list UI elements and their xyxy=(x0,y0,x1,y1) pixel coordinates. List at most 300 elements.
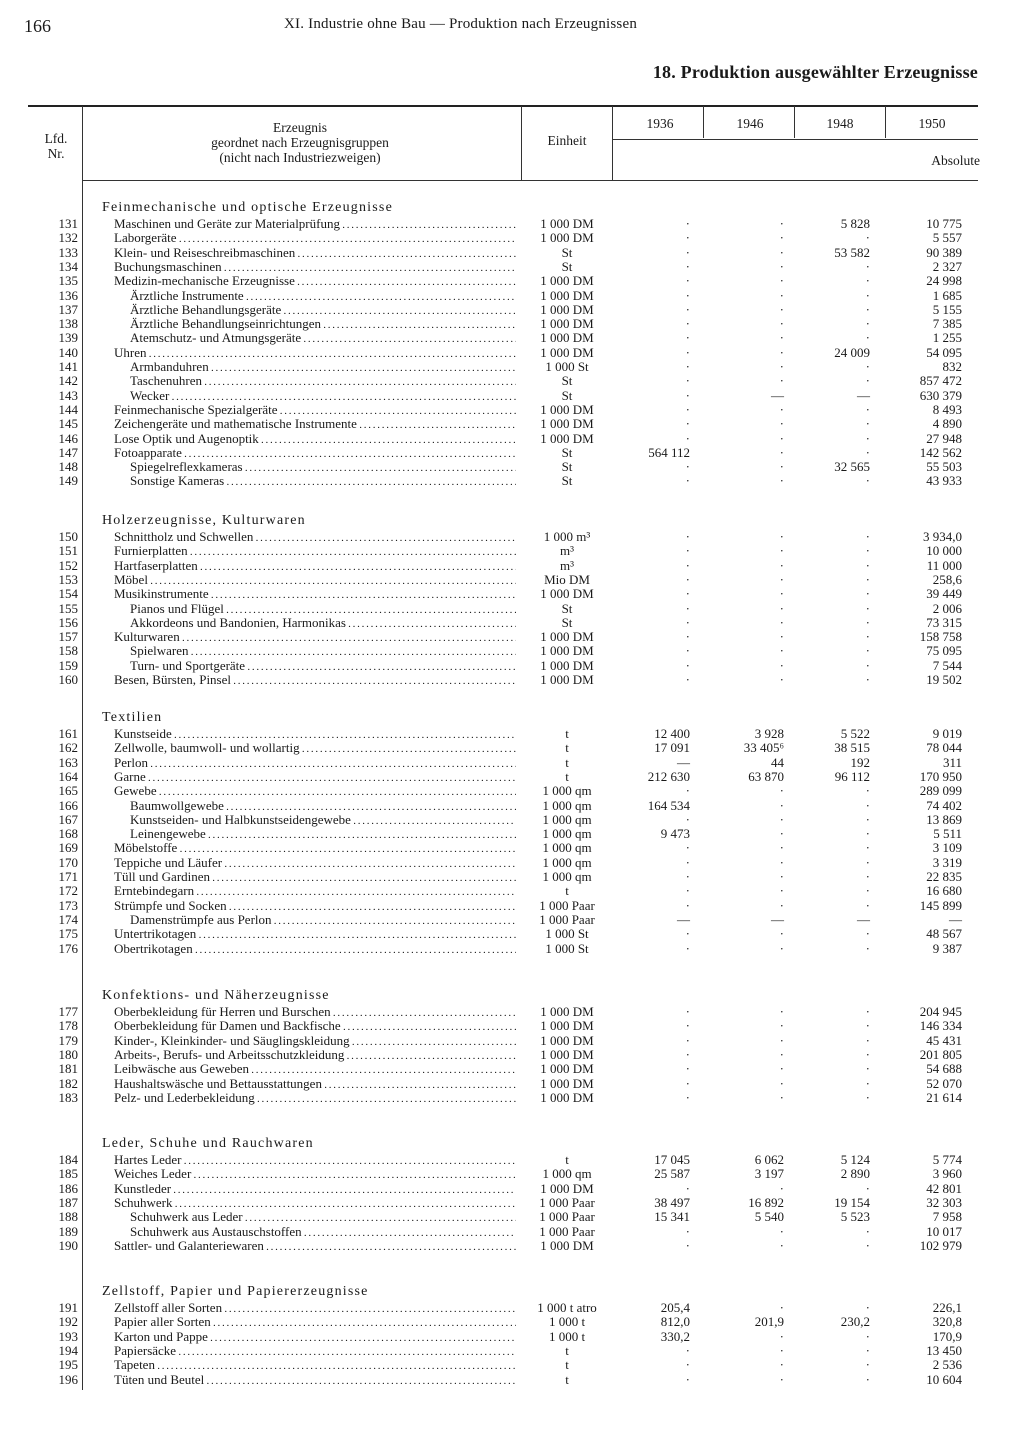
unit: St xyxy=(561,373,573,389)
value-1946: · xyxy=(779,657,784,673)
value-1946: 201,9 xyxy=(754,1314,784,1330)
row-number: 157 xyxy=(58,629,78,645)
row-number: 136 xyxy=(58,287,78,303)
value-1948: · xyxy=(865,1075,870,1091)
value-1950: 7 958 xyxy=(932,1209,962,1225)
unit: 1 000 DM xyxy=(540,301,594,317)
value-1946: · xyxy=(779,287,784,303)
value-1936: · xyxy=(685,1032,690,1048)
value-1946: · xyxy=(779,1018,784,1034)
value-1946: · xyxy=(779,897,784,913)
table-row xyxy=(0,1301,1024,1315)
value-1936: · xyxy=(685,571,690,587)
value-1950: 43 933 xyxy=(926,473,962,489)
unit: 1 000 St xyxy=(545,940,589,956)
value-1946: · xyxy=(779,557,784,573)
value-1950: 158 758 xyxy=(919,629,962,645)
table-row xyxy=(0,741,1024,755)
product-name: Besen, Bürsten, Pinsel . . . xyxy=(114,673,516,688)
unit: 1 000 Paar xyxy=(539,897,595,913)
value-1946: · xyxy=(779,1328,784,1344)
value-1936: · xyxy=(685,359,690,374)
value-1936: · xyxy=(685,614,690,630)
unit: 1 000 DM xyxy=(540,1004,594,1019)
value-1936: · xyxy=(685,1357,690,1373)
value-1948: — xyxy=(857,911,870,927)
value-1946: · xyxy=(779,1357,784,1373)
product-name: Haushaltswäsche und Bettausstattungen . . . xyxy=(114,1077,516,1092)
value-1948: · xyxy=(865,1004,870,1019)
value-1936: · xyxy=(685,258,690,274)
product-name: Möbelstoffe . . . xyxy=(114,841,516,856)
value-1946: · xyxy=(779,940,784,956)
value-1950: 42 801 xyxy=(926,1180,962,1196)
row-number: 158 xyxy=(58,643,78,659)
table-row xyxy=(0,942,1024,956)
product-name: Sattler- und Galanteriewaren . . . xyxy=(114,1239,516,1254)
value-1948: · xyxy=(865,586,870,602)
value-1950: 55 503 xyxy=(926,459,962,475)
product-name: Akkordeons und Bandonien, Harmonikas . . . xyxy=(130,616,516,631)
unit: 1 000 St xyxy=(545,359,589,374)
value-1936: · xyxy=(685,1004,690,1019)
header-erzeugnis-sub2: (nicht nach Industriezweigen) xyxy=(219,150,381,165)
value-1946: · xyxy=(779,459,784,475)
unit: t xyxy=(565,726,569,741)
value-1936: · xyxy=(685,373,690,389)
row-number: 194 xyxy=(58,1342,78,1358)
unit: 1 000 qm xyxy=(542,869,592,884)
unit: 1 000 qm xyxy=(542,854,592,870)
value-1936: · xyxy=(685,344,690,360)
value-1946: · xyxy=(779,444,784,460)
table-row xyxy=(0,1358,1024,1372)
value-1950: 170,9 xyxy=(932,1328,962,1344)
row-number: 146 xyxy=(58,430,78,446)
value-1950: 7 385 xyxy=(932,316,962,332)
value-1948: 5 828 xyxy=(840,216,870,231)
table-row xyxy=(0,587,1024,601)
value-1950: 2 536 xyxy=(932,1357,962,1373)
value-1948: · xyxy=(865,657,870,673)
row-number: 131 xyxy=(58,216,78,231)
table-row xyxy=(0,644,1024,658)
value-1950: 832 xyxy=(942,359,962,374)
unit: m³ xyxy=(559,557,574,573)
value-1946: · xyxy=(779,811,784,827)
value-1948: · xyxy=(865,1061,870,1077)
product-name: Obertrikotagen . . . xyxy=(114,942,516,957)
table-row xyxy=(0,432,1024,446)
value-1936: · xyxy=(685,557,690,573)
value-1936: · xyxy=(685,216,690,231)
product-name: Feinmechanische Spezialgeräte . . . xyxy=(114,403,516,418)
unit: 1 000 qm xyxy=(542,811,592,827)
value-1948: · xyxy=(865,1237,870,1253)
product-name: Leibwäsche aus Geweben . . . xyxy=(114,1062,516,1077)
value-1946: · xyxy=(779,416,784,432)
value-1946: · xyxy=(779,543,784,559)
row-number: 141 xyxy=(58,359,78,374)
table-title: 18. Produktion ausgewählter Erzeugnisse xyxy=(652,62,978,82)
table-row xyxy=(0,331,1024,345)
value-1950: 857 472 xyxy=(919,373,962,389)
unit: St xyxy=(561,459,573,475)
value-1950: 2 327 xyxy=(932,258,962,274)
value-1950: 258,6 xyxy=(932,571,962,587)
value-1948: · xyxy=(865,643,870,659)
product-name: Möbel . . . xyxy=(114,573,516,588)
value-1950: 7 544 xyxy=(932,657,962,673)
value-1950: 1 255 xyxy=(932,330,962,346)
value-1946: 3 197 xyxy=(754,1166,784,1182)
value-1948: 5 523 xyxy=(840,1209,870,1225)
table-row xyxy=(0,403,1024,417)
value-1950: 75 095 xyxy=(926,643,962,659)
page-number: 166 xyxy=(24,16,51,36)
value-1936: · xyxy=(685,657,690,673)
top-rule xyxy=(28,105,978,107)
value-1948: — xyxy=(857,387,870,403)
value-1948: · xyxy=(865,401,870,417)
value-1936: · xyxy=(685,854,690,870)
value-1946: 44 xyxy=(771,754,784,770)
table-row xyxy=(0,784,1024,798)
value-1948: · xyxy=(865,1300,870,1315)
row-number: 162 xyxy=(58,740,78,756)
unit: 1 000 DM xyxy=(540,401,594,417)
value-1936: · xyxy=(685,1223,690,1239)
unit: 1 000 DM xyxy=(540,287,594,303)
value-1950: 9 387 xyxy=(932,940,962,956)
table-row xyxy=(0,630,1024,644)
row-number: 169 xyxy=(58,840,78,856)
product-name: Sonstige Kameras . . . xyxy=(130,474,516,489)
unit: t xyxy=(565,1371,569,1387)
value-1936: · xyxy=(685,643,690,659)
value-1946: · xyxy=(779,571,784,587)
unit: 1 000 Paar xyxy=(539,1223,595,1239)
value-1950: 3 319 xyxy=(932,854,962,870)
value-1946: · xyxy=(779,1046,784,1062)
row-number: 164 xyxy=(58,768,78,784)
value-1946: · xyxy=(779,672,784,687)
value-1946: · xyxy=(779,330,784,346)
product-name: Schuhwerk . . . xyxy=(114,1196,516,1211)
value-1946: · xyxy=(779,1032,784,1048)
section-heading: Holzerzeugnisse, Kulturwaren xyxy=(102,513,306,528)
value-1950: 21 614 xyxy=(926,1089,962,1105)
value-1946: · xyxy=(779,854,784,870)
unit: 1 000 DM xyxy=(540,643,594,659)
product-name: Karton und Pappe . . . xyxy=(114,1330,516,1345)
value-1950: 3 934,0 xyxy=(923,529,962,544)
unit: 1 000 St xyxy=(545,926,589,942)
row-number: 173 xyxy=(58,897,78,913)
unit: 1 000 DM xyxy=(540,1032,594,1048)
value-1948: · xyxy=(865,869,870,884)
value-1950: 201 805 xyxy=(919,1046,962,1062)
row-number: 135 xyxy=(58,273,78,289)
table-row xyxy=(0,1019,1024,1033)
product-name: Schnittholz und Schwellen . . . xyxy=(114,530,516,545)
value-1950: 13 450 xyxy=(926,1342,962,1358)
unit: St xyxy=(561,444,573,460)
value-1948: 96 112 xyxy=(834,768,870,784)
value-1946: · xyxy=(779,273,784,289)
value-1950: 32 303 xyxy=(926,1194,962,1210)
section-heading: Zellstoff, Papier und Papiererzeugnisse xyxy=(102,1284,369,1299)
value-1948: 192 xyxy=(850,754,870,770)
value-1936: 564 112 xyxy=(648,444,690,460)
value-1950: 10 604 xyxy=(926,1371,962,1387)
product-name: Uhren . . . xyxy=(114,346,516,361)
value-1950: 22 835 xyxy=(926,869,962,884)
unit: St xyxy=(561,244,573,260)
product-name: Musikinstrumente . . . xyxy=(114,587,516,602)
value-1950: 226,1 xyxy=(932,1300,962,1315)
value-1946: · xyxy=(779,1061,784,1077)
value-1946: · xyxy=(779,1300,784,1315)
value-1950: 24 998 xyxy=(926,273,962,289)
value-1948: · xyxy=(865,444,870,460)
table-row xyxy=(0,673,1024,687)
table-row xyxy=(0,827,1024,841)
unit: St xyxy=(561,387,573,403)
value-1948: · xyxy=(865,230,870,246)
unit: m³ xyxy=(559,543,574,559)
row-number: 187 xyxy=(58,1194,78,1210)
table-row xyxy=(0,346,1024,360)
value-1946: 63 870 xyxy=(748,768,784,784)
product-name: Hartfaserplatten . . . xyxy=(114,559,516,574)
table-row xyxy=(0,260,1024,274)
unit: 1 000 DM xyxy=(540,273,594,289)
value-1946: · xyxy=(779,1180,784,1196)
product-name: Oberbekleidung für Herren und Burschen . . . xyxy=(114,1005,516,1020)
running-head: XI. Industrie ohne Bau — Produktion nach Erzeugnissen xyxy=(284,16,638,32)
header-year-1936: 1936 xyxy=(646,116,674,131)
table-row xyxy=(0,841,1024,855)
table-row xyxy=(0,289,1024,303)
value-1936: · xyxy=(685,529,690,544)
row-number: 195 xyxy=(58,1357,78,1373)
header-lfd: Lfd. xyxy=(44,131,68,146)
value-1948: · xyxy=(865,416,870,432)
row-number: 142 xyxy=(58,373,78,389)
value-1946: · xyxy=(779,1237,784,1253)
table-row xyxy=(0,559,1024,573)
table-row xyxy=(0,1048,1024,1062)
value-1950: 45 431 xyxy=(926,1032,962,1048)
value-1946: · xyxy=(779,1004,784,1019)
table-row xyxy=(0,659,1024,673)
table-row xyxy=(0,756,1024,770)
unit: 1 000 DM xyxy=(540,1046,594,1062)
unit: 1 000 t atro xyxy=(537,1300,597,1315)
value-1936: 17 091 xyxy=(654,740,690,756)
header-erzeugnis-sub1: geordnet nach Erzeugnisgruppen xyxy=(211,135,389,150)
value-1946: · xyxy=(779,301,784,317)
unit: 1 000 Paar xyxy=(539,1209,595,1225)
product-name: Damenstrümpfe aus Perlon . . . xyxy=(130,913,516,928)
unit: t xyxy=(565,754,569,770)
value-1950: 16 680 xyxy=(926,883,962,899)
value-1936: · xyxy=(685,316,690,332)
row-number: 149 xyxy=(58,473,78,489)
value-1948: · xyxy=(865,359,870,374)
row-number: 140 xyxy=(58,344,78,360)
unit: St xyxy=(561,614,573,630)
row-number: 186 xyxy=(58,1180,78,1196)
value-1946: · xyxy=(779,797,784,813)
value-1936: · xyxy=(685,940,690,956)
value-1936: · xyxy=(685,783,690,799)
value-1936: · xyxy=(685,459,690,475)
row-number: 167 xyxy=(58,811,78,827)
table-row xyxy=(0,799,1024,813)
value-1948: · xyxy=(865,811,870,827)
col-rule-1946 xyxy=(703,106,704,138)
table-row xyxy=(0,856,1024,870)
value-1950: 170 950 xyxy=(919,768,962,784)
unit: 1 000 DM xyxy=(540,330,594,346)
value-1936: · xyxy=(685,387,690,403)
row-number: 154 xyxy=(58,586,78,602)
product-name: Weiches Leder . . . xyxy=(114,1167,516,1182)
value-1948: 24 009 xyxy=(834,344,870,360)
col-rule-data xyxy=(612,106,613,180)
table-row xyxy=(0,530,1024,544)
value-1946: · xyxy=(779,244,784,260)
value-1948: · xyxy=(865,840,870,856)
value-1946: · xyxy=(779,926,784,942)
table-row xyxy=(0,1005,1024,1019)
unit: St xyxy=(561,258,573,274)
value-1946: · xyxy=(779,883,784,899)
value-1948: · xyxy=(865,1371,870,1387)
unit: 1 000 DM xyxy=(540,230,594,246)
value-1946: · xyxy=(779,826,784,842)
row-number: 168 xyxy=(58,826,78,842)
value-1948: · xyxy=(865,629,870,645)
table-row xyxy=(0,884,1024,898)
row-number: 160 xyxy=(58,672,78,687)
table-row xyxy=(0,544,1024,558)
value-1946: · xyxy=(779,344,784,360)
product-name: Tüll und Gardinen . . . xyxy=(114,870,516,885)
value-1936: · xyxy=(685,883,690,899)
value-1936: · xyxy=(685,273,690,289)
row-number: 172 xyxy=(58,883,78,899)
table-row xyxy=(0,1077,1024,1091)
table-row xyxy=(0,460,1024,474)
value-1948: · xyxy=(865,557,870,573)
value-1946: 16 892 xyxy=(748,1194,784,1210)
row-number: 181 xyxy=(58,1061,78,1077)
value-1950: 145 899 xyxy=(919,897,962,913)
value-1936: · xyxy=(685,230,690,246)
row-number: 179 xyxy=(58,1032,78,1048)
value-1950: 5 774 xyxy=(932,1152,962,1167)
table-row xyxy=(0,870,1024,884)
value-1946: · xyxy=(779,783,784,799)
value-1948: · xyxy=(865,543,870,559)
value-1948: · xyxy=(865,614,870,630)
row-number: 192 xyxy=(58,1314,78,1330)
value-1950: 3 960 xyxy=(932,1166,962,1182)
col-rule-1950 xyxy=(885,106,886,138)
unit: St xyxy=(561,600,573,616)
value-1946: · xyxy=(779,529,784,544)
table-row xyxy=(0,474,1024,488)
value-1950: 204 945 xyxy=(919,1004,962,1019)
value-1946: 5 540 xyxy=(754,1209,784,1225)
value-1946: · xyxy=(779,1371,784,1387)
product-name: Fotoapparate . . . xyxy=(114,446,516,461)
table-row xyxy=(0,317,1024,331)
value-1946: · xyxy=(779,373,784,389)
unit: 1 000 DM xyxy=(540,1237,594,1253)
value-1948: · xyxy=(865,330,870,346)
product-name: Untertrikotagen . . . xyxy=(114,927,516,942)
value-1936: · xyxy=(685,1075,690,1091)
value-1950: 73 315 xyxy=(926,614,962,630)
value-1936: · xyxy=(685,416,690,432)
value-1936: · xyxy=(685,287,690,303)
row-number: 144 xyxy=(58,401,78,417)
table-row xyxy=(0,1373,1024,1387)
value-1936: · xyxy=(685,897,690,913)
header-absolute: Absolute xyxy=(931,153,980,168)
unit: 1 000 t xyxy=(548,1314,586,1330)
unit: 1 000 DM xyxy=(540,344,594,360)
value-1936: · xyxy=(685,1237,690,1253)
value-1948: · xyxy=(865,826,870,842)
value-1936: · xyxy=(685,600,690,616)
value-1946: · xyxy=(779,840,784,856)
value-1946: · xyxy=(779,600,784,616)
row-number: 143 xyxy=(58,387,78,403)
value-1948: · xyxy=(865,258,870,274)
unit: 1 000 DM xyxy=(540,657,594,673)
unit: t xyxy=(565,1152,569,1167)
row-number: 137 xyxy=(58,301,78,317)
table-row xyxy=(0,1225,1024,1239)
table-row xyxy=(0,1210,1024,1224)
table-row xyxy=(0,770,1024,784)
table-row xyxy=(0,1344,1024,1358)
header-einheit: Einheit xyxy=(547,133,587,148)
table-row xyxy=(0,1034,1024,1048)
header-year-1950: 1950 xyxy=(918,116,946,131)
unit: 1 000 qm xyxy=(542,1166,592,1182)
row-number: 138 xyxy=(58,316,78,332)
value-1946: · xyxy=(779,258,784,274)
product-name: Leinengewebe . . . xyxy=(130,827,516,842)
product-name: Erntebindegarn . . . xyxy=(114,884,516,899)
row-number: 152 xyxy=(58,557,78,573)
table-row xyxy=(0,616,1024,630)
unit: 1 000 Paar xyxy=(539,1194,595,1210)
row-number: 185 xyxy=(58,1166,78,1182)
value-1950: 3 109 xyxy=(932,840,962,856)
product-name: Ärztliche Instrumente . . . xyxy=(130,289,516,304)
value-1936: · xyxy=(685,244,690,260)
value-1950: 54 688 xyxy=(926,1061,962,1077)
value-1936: 812,0 xyxy=(660,1314,690,1330)
value-1948: · xyxy=(865,373,870,389)
